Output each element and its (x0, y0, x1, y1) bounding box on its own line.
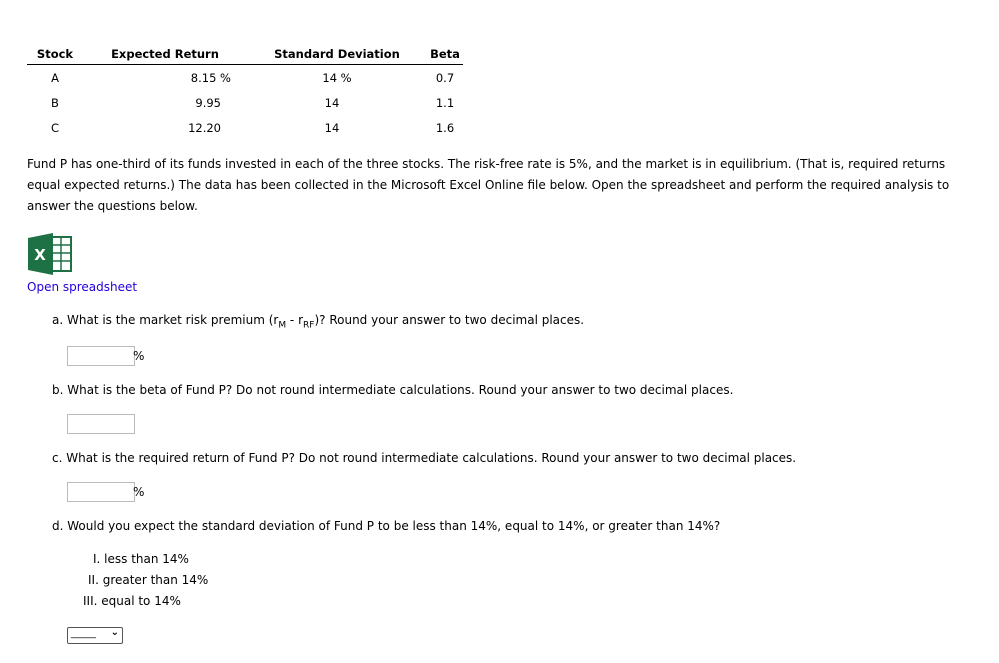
header-beta: Beta (427, 44, 463, 65)
cell-stock: B (51, 95, 59, 110)
header-std-dev: Standard Deviation (247, 44, 427, 65)
option-i: I. less than 14% (93, 552, 189, 566)
percent-label: % (133, 349, 145, 363)
cell-beta: 1.1 (435, 95, 455, 110)
question-a (52, 313, 584, 330)
cell-expected-return: 8.15 % (190, 70, 231, 85)
cell-std-dev: 14 (324, 95, 340, 110)
problem-paragraph: Fund P has one-third of its funds invested in each of the three stocks. The risk-free rate is 5%, and the market is in equilibrium. (That is, required returns equal expected returns.) The data has been collected in the Microsoft Excel Online file below. Open the spreadsheet and perform the required analysis to answer the questions below. (27, 157, 950, 213)
header-stock: Stock (27, 44, 83, 65)
cell-beta: 0.7 (435, 70, 455, 85)
question-d: d. Would you expect the standard deviation of Fund P to be less than 14%, equal to 14%, or greater than 14%? (52, 519, 721, 533)
excel-icon[interactable] (27, 233, 73, 275)
question-a-text: - r (286, 313, 304, 327)
table-row (27, 115, 463, 140)
option-iii: III. equal to 14% (83, 594, 181, 608)
cell-std-dev: 14 (324, 120, 340, 135)
question-c: c. What is the required return of Fund P? Do not round intermediate calculations. Round your answer to two decimal places. (52, 451, 797, 465)
subscript-rf: RF (303, 320, 315, 331)
question-a-text: a. What is the market risk premium (r (52, 313, 279, 327)
option-ii: II. greater than 14% (88, 573, 209, 587)
header-expected-return: Expected Return (83, 44, 247, 65)
cell-expected-return: 9.95 (195, 95, 221, 110)
answer-b-input[interactable] (67, 414, 135, 434)
open-spreadsheet-link[interactable]: Open spreadsheet (27, 280, 138, 294)
answer-c-input[interactable] (67, 482, 135, 502)
select-value: _____ (71, 628, 96, 639)
svg-text:X: X (34, 246, 46, 264)
cell-std-dev: 14 % (322, 70, 352, 85)
stock-table (27, 44, 463, 140)
cell-stock: A (51, 70, 59, 85)
table-row (27, 90, 463, 115)
question-b: b. What is the beta of Fund P? Do not round intermediate calculations. Round your answer to two decimal places. (52, 383, 734, 397)
answer-d-select[interactable] (67, 627, 123, 644)
cell-stock: C (50, 120, 60, 135)
percent-label: % (133, 485, 145, 499)
answer-a-input[interactable] (67, 346, 135, 366)
chevron-down-icon: ⌄ (110, 627, 119, 638)
subscript-m: M (278, 320, 287, 331)
cell-beta: 1.6 (435, 120, 455, 135)
table-row (27, 65, 463, 91)
cell-expected-return: 12.20 (188, 120, 221, 135)
question-a-text: )? Round your answer to two decimal places. (314, 313, 585, 327)
